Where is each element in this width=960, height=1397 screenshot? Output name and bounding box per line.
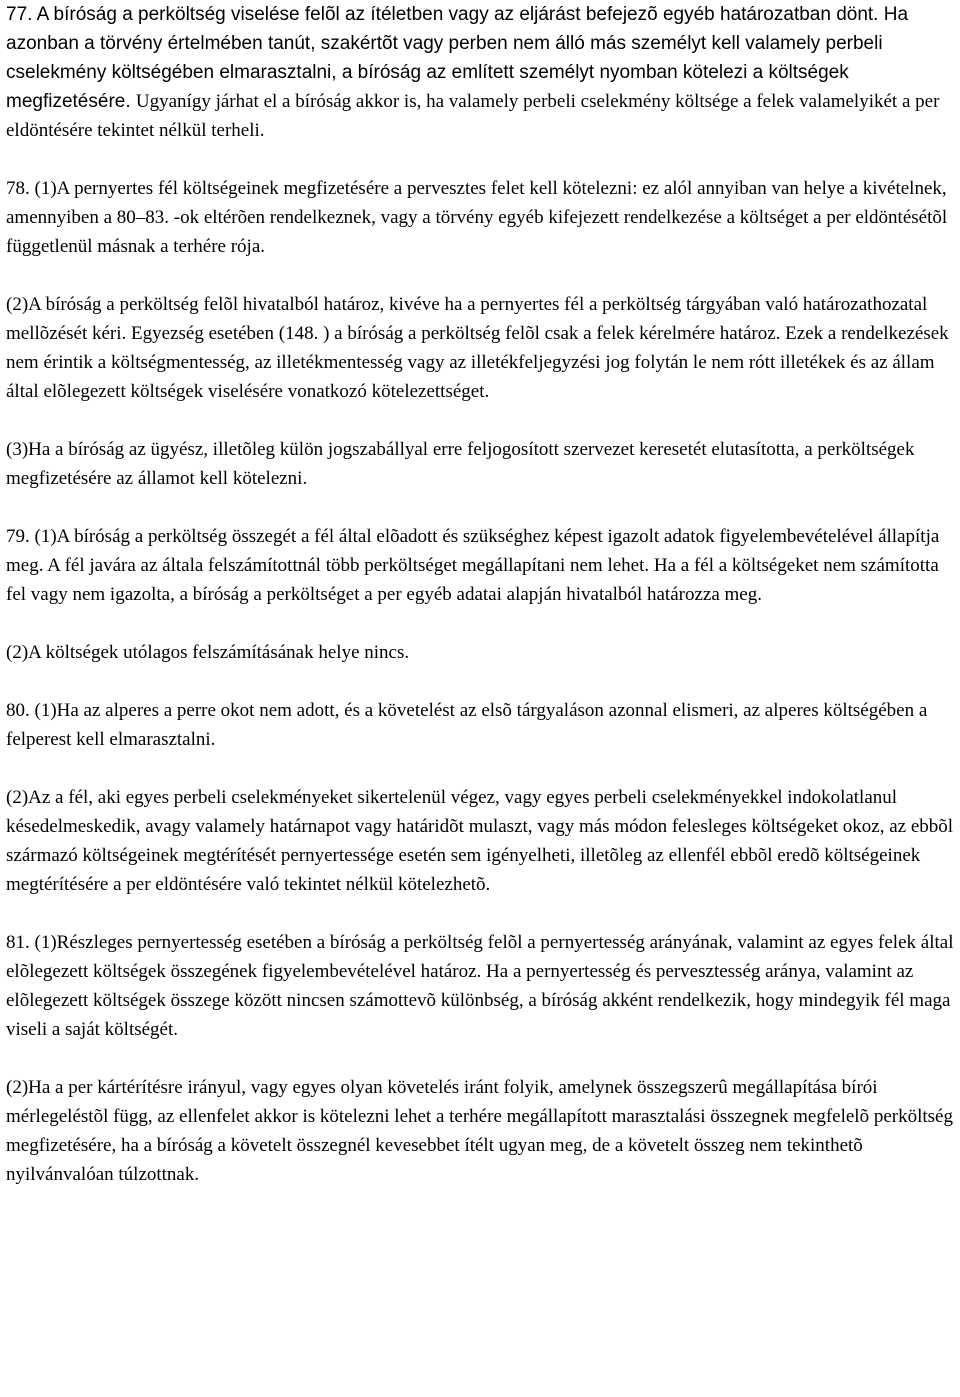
paragraph-81-2 xyxy=(6,1073,956,1189)
paragraph-80-2 xyxy=(6,783,956,899)
paragraph-78-1 xyxy=(6,174,956,261)
paragraph-80-1-text: 80. (1)Ha az alperes a perre okot nem adott, és a követelést az elsõ tárgyaláson azonnal elismeri, az alperes költségében a felperest kell elmarasztalni. xyxy=(6,700,928,750)
paragraph-81-1-text: 81. (1)Részleges pernyertesség esetében a bíróság a perköltség felõl a pernyertesség arányának, valamint az egyes felek által elõlegezett költségek összegének figyelembevételével határoz. Ha a pernyertesség és pervesztesség aránya, valamint az elõlegezett költségek összege között nincsen számottevõ különbség, a bíróság akként rendelkezik, hogy mindegyik fél maga viseli a saját költségét. xyxy=(6,932,954,1040)
paragraph-gap xyxy=(6,1044,956,1073)
paragraph-79-1 xyxy=(6,522,956,609)
paragraph-78-2-text: (2)A bíróság a perköltség felõl hivatalból határoz, kivéve ha a pernyertes fél a perköltség tárgyában való határozathozatal mellõzését kéri. Egyezség esetében (148. ) a bíróság a perköltség felõl csak a felek kérelmére határoz. Ezek a rendelkezések nem érintik a költségmentesség, az illetékmentesség vagy az illetékfeljegyzési jog folytán le nem rótt illetékek és az állam által elõlegezett költségek viselésére vonatkozó kötelezettséget. xyxy=(6,294,949,402)
paragraph-78-1-text: 78. (1)A pernyertes fél költségeinek megfizetésére a pervesztes felet kell kötelezni: ez alól annyiban van helye a kivételnek, amennyiben a 80–83. -ok eltérõen rendelkeznek, vagy a törvény egyéb kifejezett rendelkezése a költséget a per eldöntésétõl függetlenül másnak a terhére rója. xyxy=(6,178,948,257)
paragraph-79-2 xyxy=(6,638,956,667)
paragraph-gap xyxy=(6,406,956,435)
paragraph-79-2-text: (2)A költségek utólagos felszámításának helye nincs. xyxy=(6,642,410,663)
paragraph-81-2-text: (2)Ha a per kártérítésre irányul, vagy egyes olyan követelés iránt folyik, amelynek összegszerû megállapítása bírói mérlegeléstõl függ, az ellenfelet akkor is kötelezni lehet a terhére megállapított marasztalási összegnek megfelelõ perköltség megfizetésére, ha a bíróság a követelt összegnél kevesebbet ítélt ugyan meg, de a követelt összeg nem tekinthetõ nyilvánvalóan túlzottnak. xyxy=(6,1077,953,1185)
paragraph-77-part-2: Ugyanígy járhat el a bíróság akkor is, ha valamely perbeli cselekmény költsége a felek valamelyikét a per eldöntésére tekintet nélkül terheli. xyxy=(6,91,940,141)
paragraph-81-1 xyxy=(6,928,956,1044)
paragraph-gap xyxy=(6,609,956,638)
paragraph-78-3-text: (3)Ha a bíróság az ügyész, illetõleg külön jogszabállyal erre feljogosított szervezet keresetét elutasította, a perköltségek megfizetésére az államot kell kötelezni. xyxy=(6,439,915,489)
paragraph-77-part-1: 77. A bíróság a perköltség viselése felõl az ítéletben vagy az eljárást befejezõ egyéb határozatban dönt. Ha azonban a törvény értelmében tanút, szakértõt vagy perben nem álló más személyt kell valamely perbeli cselekmény költségében elmarasztalni, a bíróság az említett személyt nyomban kötelezi a költségek megfizetésére. xyxy=(6,4,909,112)
paragraph-80-1 xyxy=(6,696,956,754)
paragraph-77 xyxy=(6,0,956,145)
paragraph-78-2 xyxy=(6,290,956,406)
paragraph-78-3 xyxy=(6,435,956,493)
paragraph-gap xyxy=(6,145,956,174)
paragraph-gap xyxy=(6,261,956,290)
paragraph-gap xyxy=(6,667,956,696)
paragraph-gap xyxy=(6,493,956,522)
paragraph-79-1-text: 79. (1)A bíróság a perköltség összegét a fél által elõadott és szükséghez képest igazolt adatok figyelembevételével állapítja meg. A fél javára az általa felszámítottnál több perköltséget megállapítani nem lehet. Ha a fél a költségeket nem számította fel vagy nem igazolta, a bíróság a perköltséget a per egyéb adatai alapján hivatalból határozza meg. xyxy=(6,526,940,605)
paragraph-gap xyxy=(6,899,956,928)
paragraph-80-2-text: (2)Az a fél, aki egyes perbeli cselekményeket sikertelenül végez, vagy egyes perbeli cselekményekkel indokolatlanul késedelmeskedik, avagy valamely határnapot vagy határidõt mulaszt, vagy más módon felesleges költségeket okoz, az ebbõl származó költségeinek megtérítését pernyertessége esetén sem igényelheti, illetõleg az ellenfél ebbõl eredõ költségeinek megtérítésére a per eldöntésére való tekintet nélkül kötelezhetõ. xyxy=(6,787,954,895)
paragraph-gap xyxy=(6,754,956,783)
